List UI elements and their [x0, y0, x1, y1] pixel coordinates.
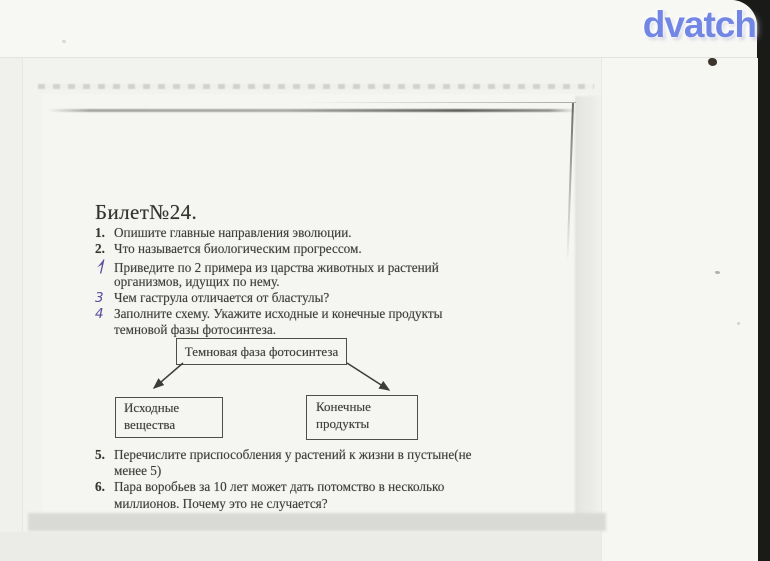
question-number: 2.	[95, 241, 105, 257]
paper-top-seam	[38, 84, 594, 89]
diagram-right-box: Конечные продукты	[306, 395, 418, 440]
question-text: менее 5)	[114, 463, 162, 479]
ink-stroke-mark-icon	[95, 259, 106, 274]
paper-bottom-shadow	[28, 513, 606, 531]
question-line	[95, 496, 565, 512]
question-text: организмов, идущих по нему.	[114, 273, 280, 289]
sleeve-fold-shadow	[575, 96, 601, 526]
question-line	[95, 290, 565, 306]
document-title: Билет№24.	[95, 200, 198, 224]
sleeve-bottom-area	[0, 532, 601, 561]
photocopy-edge-line	[300, 102, 576, 103]
question-text: Что называется биологическим прогрессом.	[114, 241, 362, 257]
arrow-to-left-box	[154, 363, 183, 388]
question-text: Приведите по 2 примера из царства животных и растений	[114, 260, 439, 276]
question-text: Чем гаструла отличается от бластулы?	[114, 289, 330, 305]
watermark-text: dvatch	[642, 4, 756, 45]
question-line	[95, 225, 565, 241]
question-number: 1.	[95, 225, 105, 240]
photocopy-top-smudge	[48, 109, 576, 112]
arrow-to-right-box	[347, 363, 389, 390]
question-text: Пара воробьев за 10 лет может дать потомство в несколько	[114, 479, 445, 495]
question-line	[95, 322, 565, 338]
question-list-top	[95, 225, 565, 338]
question-text: темновой фазы фотосинтеза.	[114, 322, 277, 338]
dust-speck	[715, 271, 720, 274]
question-line	[95, 257, 565, 276]
question-line	[95, 274, 565, 290]
question-line	[95, 447, 565, 463]
question-line	[95, 479, 565, 495]
question-list-bottom	[95, 447, 565, 512]
dust-speck	[708, 58, 717, 66]
diagram-root-box: Темновая фаза фотосинтеза	[176, 338, 347, 365]
question-line	[95, 463, 565, 479]
sleeve-right-area	[601, 58, 758, 561]
question-line	[95, 306, 565, 322]
diagram-left-box: Исходные вещества	[115, 397, 223, 438]
question-text: Перечислите приспособления у растений к жизни в пустыне(не	[114, 447, 472, 462]
diagram-arrows	[110, 358, 410, 400]
question-number: 5.	[95, 447, 105, 462]
dust-speck	[62, 40, 66, 43]
question-line	[95, 241, 565, 257]
handwritten-question-number: 3	[95, 289, 104, 306]
question-text: Опишите главные направления эволюции.	[114, 225, 352, 240]
handwritten-question-number: 4	[95, 305, 104, 322]
question-text: миллионов. Почему это не случается?	[114, 495, 328, 511]
sleeve-binder-strip	[0, 58, 23, 561]
question-text: Заполните схему. Укажите исходные и конечные продукты	[114, 305, 443, 321]
dust-speck	[737, 322, 740, 325]
question-number: 6.	[95, 479, 105, 495]
